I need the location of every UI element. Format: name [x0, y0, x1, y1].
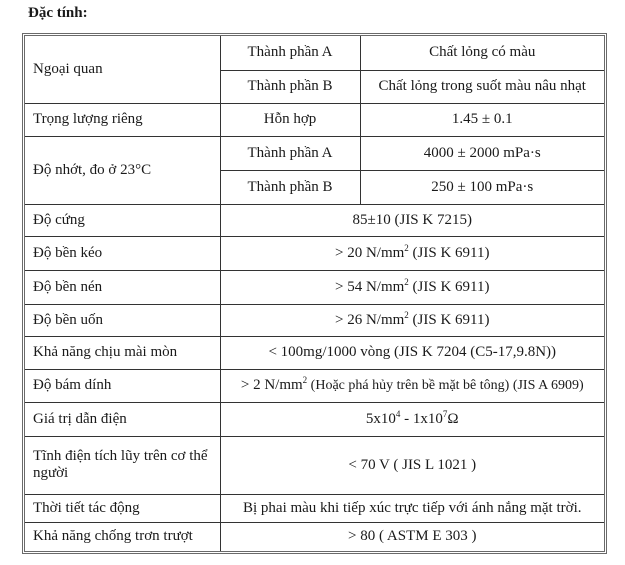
specific-gravity-sublabel: Hỗn hợp	[220, 103, 360, 136]
appearance-b-label: Thành phần B	[220, 70, 360, 103]
viscosity-b-value: 250 ± 100 mPa·s	[360, 170, 604, 204]
compressive-value: > 54 $N/mm^2$ (JIS K 6911)	[220, 270, 604, 304]
specific-gravity-value: 1.45 ± 0.1	[360, 103, 604, 136]
table-row	[25, 336, 604, 369]
hardness-value: 85±10 (JIS K 7215)	[220, 204, 604, 236]
section-title: Đặc tính:	[28, 5, 88, 21]
hardness-label: Độ cứng	[25, 204, 220, 236]
table-row	[25, 36, 604, 70]
static-value: < 70 V ( JIS L 1021 )	[220, 436, 604, 494]
conductivity-value: $5x10^4 - 1x10^7\Omega$	[220, 402, 604, 436]
appearance-b-value: Chất lỏng trong suốt màu nâu nhạt	[360, 70, 604, 103]
abrasion-label: Khả năng chịu mài mòn	[25, 336, 220, 369]
appearance-a-label: Thành phần A	[220, 36, 360, 70]
adhesion-value: > 2 $N/mm^2$ (Hoặc phá hủy trên bề mặt bê tông) (JIS A 6909)	[220, 369, 604, 402]
appearance-a-value: Chất lỏng có màu	[360, 36, 604, 70]
table-row	[25, 369, 604, 402]
table-row	[25, 270, 604, 304]
weathering-value: Bị phai màu khi tiếp xúc trực tiếp với ánh nắng mặt trời.	[220, 494, 604, 522]
appearance-label: Ngoại quan	[25, 36, 220, 103]
viscosity-label: Độ nhớt, đo ở 23°C	[25, 136, 220, 204]
adhesion-label: Độ bám dính	[25, 369, 220, 402]
slip-label: Khả năng chống trơn trượt	[25, 522, 220, 551]
abrasion-value: < 100mg/1000 vòng (JIS K 7204 (C5-17,9.8N))	[220, 336, 604, 369]
table-row	[25, 304, 604, 336]
slip-value: > 80 ( ASTM E 303 )	[220, 522, 604, 551]
conductivity-label: Giá trị dẫn điện	[25, 402, 220, 436]
flexural-label: Độ bền uốn	[25, 304, 220, 336]
tensile-label: Độ bền kéo	[25, 236, 220, 270]
weathering-label: Thời tiết tác động	[25, 494, 220, 522]
specific-gravity-label: Trọng lượng riêng	[25, 103, 220, 136]
table-row	[25, 436, 604, 494]
flexural-value: > 26 $N/mm^2$ (JIS K 6911)	[220, 304, 604, 336]
table-row	[25, 522, 604, 551]
compressive-label: Độ bền nén	[25, 270, 220, 304]
tensile-value: > 20 $N/mm^2$ (JIS K 6911)	[220, 236, 604, 270]
static-label: Tĩnh điện tích lũy trên cơ thể người	[25, 436, 220, 494]
table-row	[25, 103, 604, 136]
table-row	[25, 402, 604, 436]
table-row	[25, 236, 604, 270]
viscosity-b-label: Thành phần B	[220, 170, 360, 204]
viscosity-a-label: Thành phần A	[220, 136, 360, 170]
table-row	[25, 136, 604, 170]
viscosity-a-value: 4000 ± 2000 mPa·s	[360, 136, 604, 170]
properties-table	[22, 33, 607, 554]
table-row	[25, 494, 604, 522]
table-row	[25, 204, 604, 236]
